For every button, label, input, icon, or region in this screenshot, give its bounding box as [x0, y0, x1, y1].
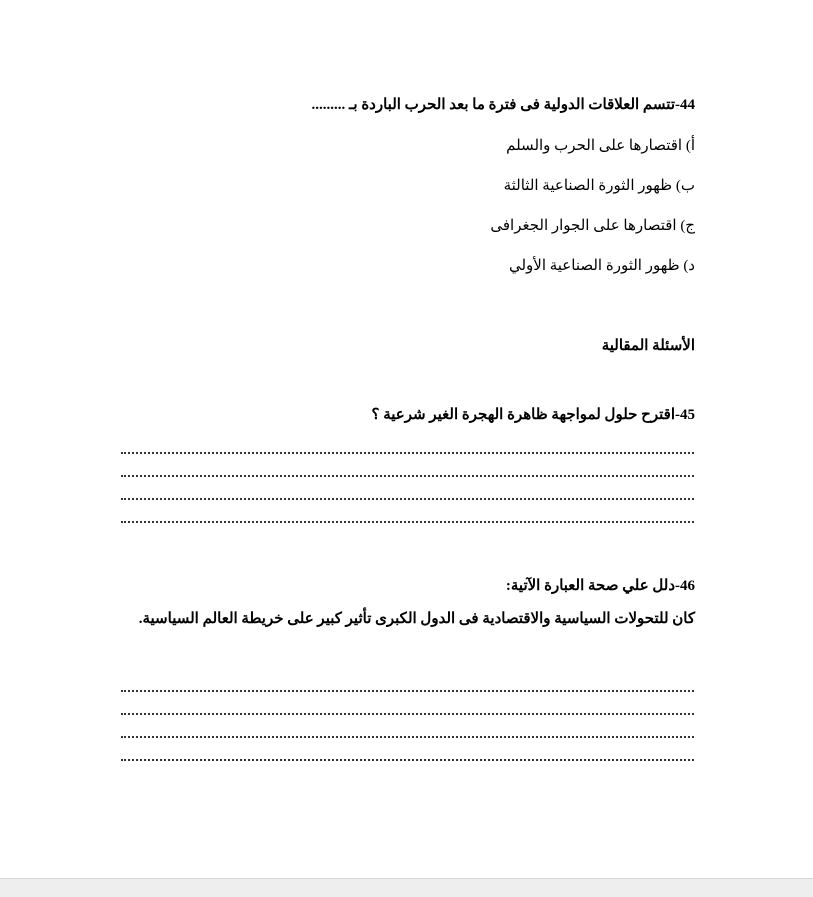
question-45-stem: 45-اقترح حلول لمواجهة ظاهرة الهجرة الغير شرعية ؟ — [371, 407, 695, 423]
section-title-essay: الأسئلة المقالية — [601, 338, 695, 354]
answer-line[interactable] — [121, 521, 694, 523]
question-46-statement: كان للتحولات السياسية والاقتصادية فى الدول الكبرى تأثير كبير على خريطة العالم السياسية. — [138, 611, 695, 627]
answer-line[interactable] — [121, 736, 694, 738]
answer-line[interactable] — [121, 713, 694, 715]
q44-option-d: د) ظهور الثورة الصناعية الأولي — [508, 258, 695, 274]
page-bottom-edge — [0, 878, 813, 897]
answer-line[interactable] — [121, 690, 694, 692]
question-46-stem: 46-دلل علي صحة العبارة الآتية: — [505, 578, 695, 594]
q44-option-c: ج) اقتصارها على الجوار الجغرافى — [490, 218, 695, 234]
answer-line[interactable] — [121, 452, 694, 454]
q44-option-a: أ) اقتصارها على الحرب والسلم — [506, 138, 695, 154]
q44-option-b: ب) ظهور الثورة الصناعية الثالثة — [503, 178, 695, 194]
answer-line[interactable] — [121, 759, 694, 761]
answer-line[interactable] — [121, 498, 694, 500]
question-44-stem: 44-تتسم العلاقات الدولية فى فترة ما بعد الحرب الباردة بـ ......... — [311, 97, 695, 113]
answer-line[interactable] — [121, 475, 694, 477]
